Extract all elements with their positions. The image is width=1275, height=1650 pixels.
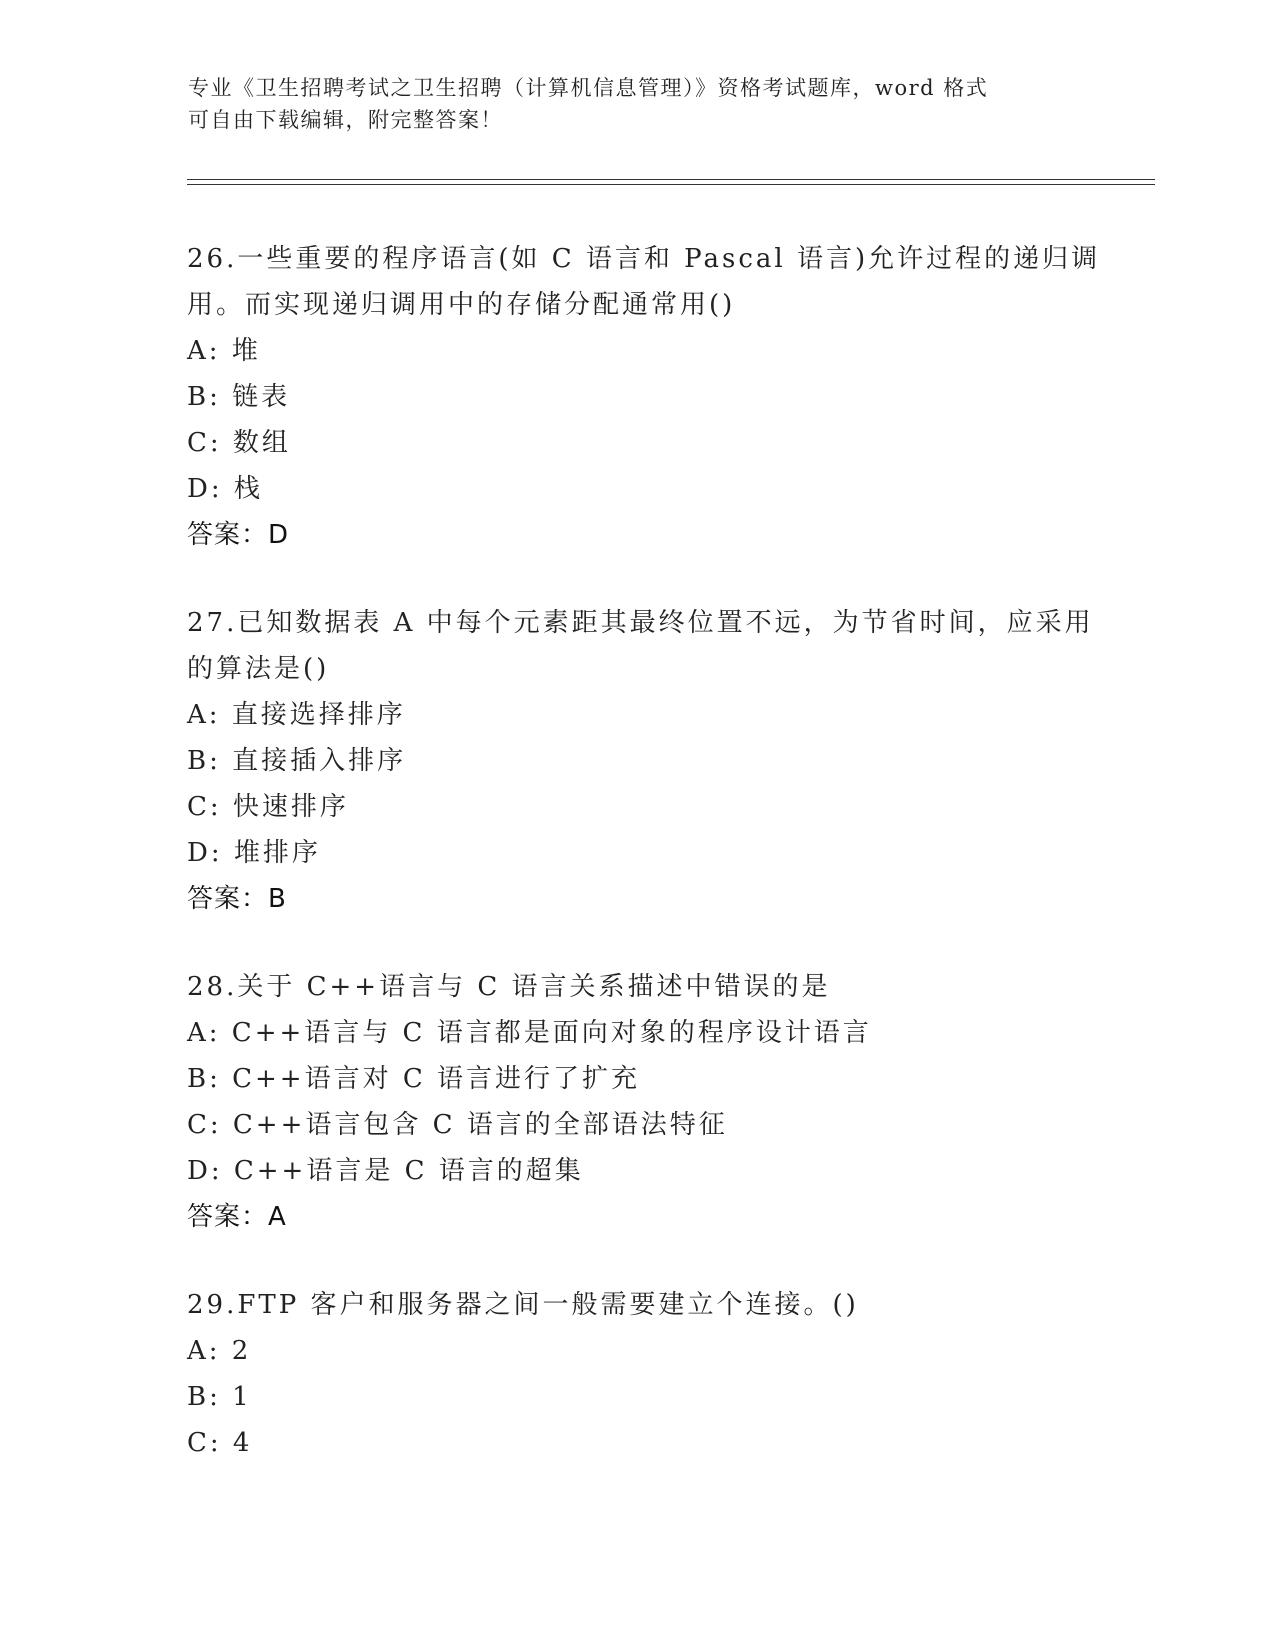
option-c: C: 快速排序 <box>187 792 349 822</box>
question-text <box>187 1282 1127 1328</box>
question-list <box>187 236 1127 1508</box>
question-28 <box>187 964 1127 1240</box>
question-text-line: 用。而实现递归调用中的存储分配通常用() <box>187 290 736 320</box>
header-line-1: 专业《卫生招聘考试之卫生招聘（计算机信息管理）》资格考试题库，word 格式 <box>188 76 989 100</box>
question-text-line: 27.已知数据表 A 中每个元素距其最终位置不远，为节省时间，应采用 <box>187 608 1094 638</box>
option-a: A: C++语言与 C 语言都是面向对象的程序设计语言 <box>187 1018 872 1048</box>
question-text-line: 26.一些重要的程序语言(如 C 语言和 Pascal 语言)允许过程的递归调 <box>187 244 1101 274</box>
header-divider <box>187 179 1155 185</box>
question-text-line: 28.关于 C++语言与 C 语言关系描述中错误的是 <box>187 972 831 1002</box>
option-b: B: C++语言对 C 语言进行了扩充 <box>187 1064 641 1094</box>
question-text <box>187 964 1127 1010</box>
question-text <box>187 236 1127 328</box>
option-c: C: C++语言包含 C 语言的全部语法特征 <box>187 1110 728 1140</box>
option-a: A: 堆 <box>187 336 261 366</box>
option-b: B: 链表 <box>187 382 291 412</box>
answer: 答案：B <box>187 884 287 914</box>
option-d: D: C++语言是 C 语言的超集 <box>187 1156 584 1186</box>
document-header <box>188 72 1088 136</box>
option-d: D: 栈 <box>187 474 263 504</box>
question-text-line: 29.FTP 客户和服务器之间一般需要建立个连接。() <box>187 1290 859 1320</box>
question-text <box>187 600 1127 692</box>
question-26 <box>187 236 1127 558</box>
option-a: A: 2 <box>187 1336 252 1366</box>
answer: 答案：D <box>187 520 290 550</box>
option-d: D: 堆排序 <box>187 838 321 868</box>
header-line-2: 可自由下载编辑，附完整答案！ <box>188 108 503 132</box>
option-c: C: 数组 <box>187 428 291 458</box>
option-b: B: 直接插入排序 <box>187 746 407 776</box>
answer: 答案：A <box>187 1202 287 1232</box>
question-text-line: 的算法是() <box>187 654 330 684</box>
option-c: C: 4 <box>187 1428 253 1458</box>
question-29 <box>187 1282 1127 1466</box>
option-a: A: 直接选择排序 <box>187 700 406 730</box>
option-b: B: 1 <box>187 1382 252 1412</box>
question-27 <box>187 600 1127 922</box>
